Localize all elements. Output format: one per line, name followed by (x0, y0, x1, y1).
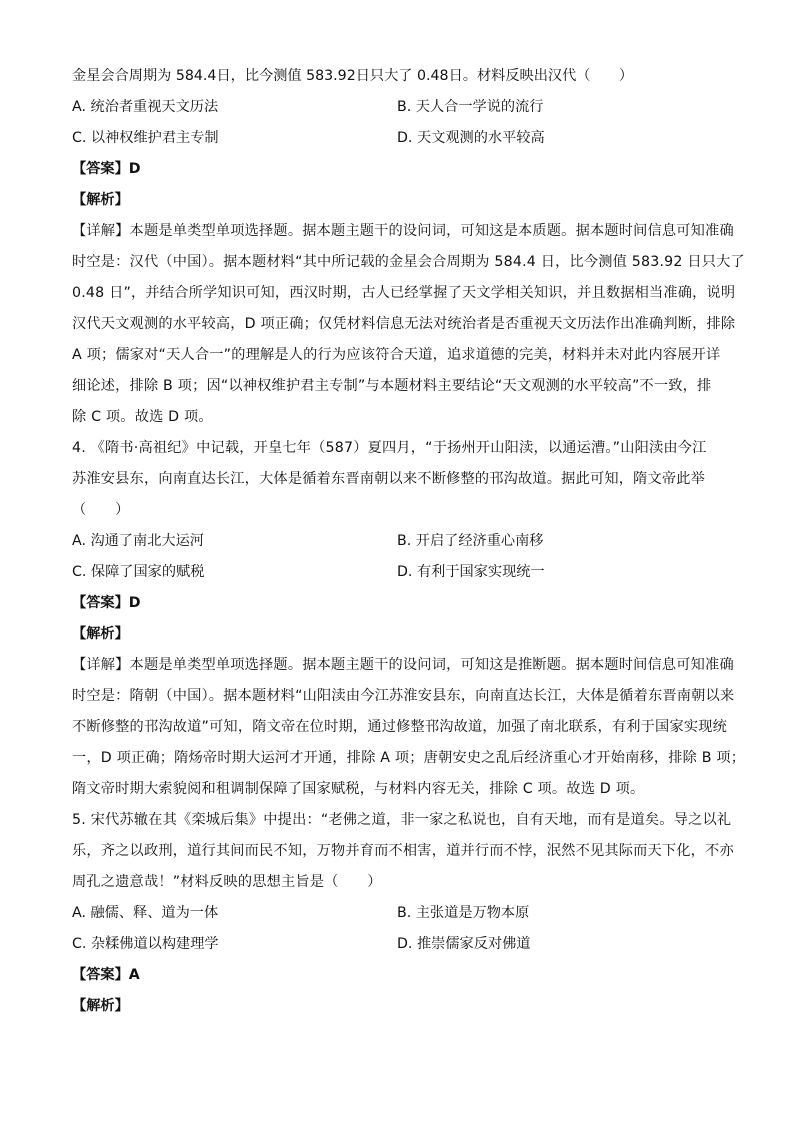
q3-detail-line: 时空是：汉代（中国）。据本题材料“其中所记载的金星会合周期为 584.4 日，比今测值 583.92 日只大了 (72, 254, 745, 270)
q4-detail-line: 时空是：隋朝（中国）。据本题材料“山阳渎由今江苏淮安县东，向南直达长江，大体是循着东晋南朝以来 (72, 688, 735, 704)
q3-answer: 【答案】D (72, 161, 141, 177)
q4-analysis-heading: 【解析】 (72, 626, 129, 642)
q4-option-d[interactable]: D. 有利于国家实现统一 (397, 564, 545, 580)
q4-option-c[interactable]: C. 保障了国家的赋税 (72, 564, 205, 580)
q5-answer: 【答案】A (72, 967, 140, 983)
document-page (72, 63, 746, 1024)
q3-detail-line: 0.48 日”，并结合所学知识可知，西汉时期，古人已经掌握了天文学相关知识，并且数据相当准确，说明 (72, 285, 736, 301)
q4-options-row-1 (72, 528, 722, 559)
q4-stem-line: 苏淮安县东，向南直达长江，大体是循着东晋南朝以来不断修整的邗沟故道。据此可知，隋文帝此举 (72, 471, 706, 487)
q4-answer: 【答案】D (72, 595, 141, 611)
q5-option-c[interactable]: C. 杂糅佛道以构建理学 (72, 936, 219, 952)
q5-stem (72, 807, 734, 900)
q5-options-row-1 (72, 900, 722, 931)
q5-analysis-heading: 【解析】 (72, 998, 129, 1014)
q3-detail-line: 【详解】本题是单类型单项选择题。据本题主题干的设问词，可知这是本质题。据本题时间信息可知准确 (72, 223, 734, 239)
q4-options-row-2 (72, 559, 722, 590)
q4-detail (72, 652, 746, 807)
q3-detail-line: A 项；儒家对“天人合一”的理解是人的行为应该符合天道，追求道德的完美，材料并未对此内容展开详 (72, 347, 721, 363)
q5-option-a[interactable]: A. 融儒、释、道为一体 (72, 905, 219, 921)
q3-option-c[interactable]: C. 以神权维护君主专制 (72, 130, 219, 146)
q3-detail-line: 汉代天文观测的水平较高，D 项正确；仅凭材料信息无法对统治者是否重视天文历法作出准确判断，排除 (72, 316, 736, 332)
q4-option-b[interactable]: B. 开启了经济重心南移 (397, 533, 544, 549)
q3-option-d[interactable]: D. 天文观测的水平较高 (397, 130, 545, 146)
q4-stem-line: （ ） (72, 502, 130, 518)
q5-option-b[interactable]: B. 主张道是万物本原 (397, 905, 530, 921)
q3-detail (72, 218, 745, 435)
q4-detail-line: 【详解】本题是单类型单项选择题。据本题主题干的设问词，可知这是推断题。据本题时间信息可知准确 (72, 657, 734, 673)
q4-stem-line: 4. 《隋书·高祖纪》中记载，开皇七年（587）夏四月，“于扬州开山阳渎，以通运漕。”山阳渎由今江 (72, 440, 707, 456)
q5-option-d[interactable]: D. 推崇儒家反对佛道 (397, 936, 531, 952)
q4-stem (72, 435, 722, 528)
q4-detail-line: 不断修整的邗沟故道”可知，隋文帝在位时期，通过修整邗沟故道，加强了南北联系，有利于国家实现统 (72, 719, 727, 735)
q3-analysis-heading: 【解析】 (72, 192, 129, 208)
q3-detail-line: 细论述，排除 B 项；因“以神权维护君主专制”与本题材料主要结论“天文观测的水平较高”不一致，排 (72, 378, 712, 394)
q3-options-row-2 (72, 125, 722, 156)
q3-options-row-1 (72, 94, 722, 125)
q4-option-a[interactable]: A. 沟通了南北大运河 (72, 533, 204, 549)
q5-stem-line: 周孔之遗意哉！”材料反映的思想主旨是（ ） (72, 874, 382, 890)
q3-detail-line: 除 C 项。故选 D 项。 (72, 409, 213, 425)
q3-stem-tail: 金星会合周期为 584.4日，比今测值 583.92日只大了 0.48日。材料反映出汉代（ ） (72, 68, 634, 84)
q4-detail-line: 隋文帝时期大索貌阅和租调制保障了国家赋税，与材料内容无关，排除 C 项。故选 D 项。 (72, 781, 645, 797)
q3-option-b[interactable]: B. 天人合一学说的流行 (397, 99, 544, 115)
q3-option-a[interactable]: A. 统治者重视天文历法 (72, 99, 219, 115)
q5-stem-line: 乐，齐之以政刑，道行其间而民不知，万物并育而不相害，道并行而不悖，泯然不见其际而天下化，不亦 (72, 843, 734, 859)
q4-detail-line: 一，D 项正确；隋炀帝时期大运河才开通，排除 A 项；唐朝安史之乱后经济重心才开始南移，排除 B 项； (72, 750, 746, 766)
q5-stem-line: 5. 宋代苏辙在其《栾城后集》中提出：“老佛之道，非一家之私说也，自有天地，而有是道矣。导之以礼 (72, 812, 732, 828)
q5-options-row-2 (72, 931, 722, 962)
